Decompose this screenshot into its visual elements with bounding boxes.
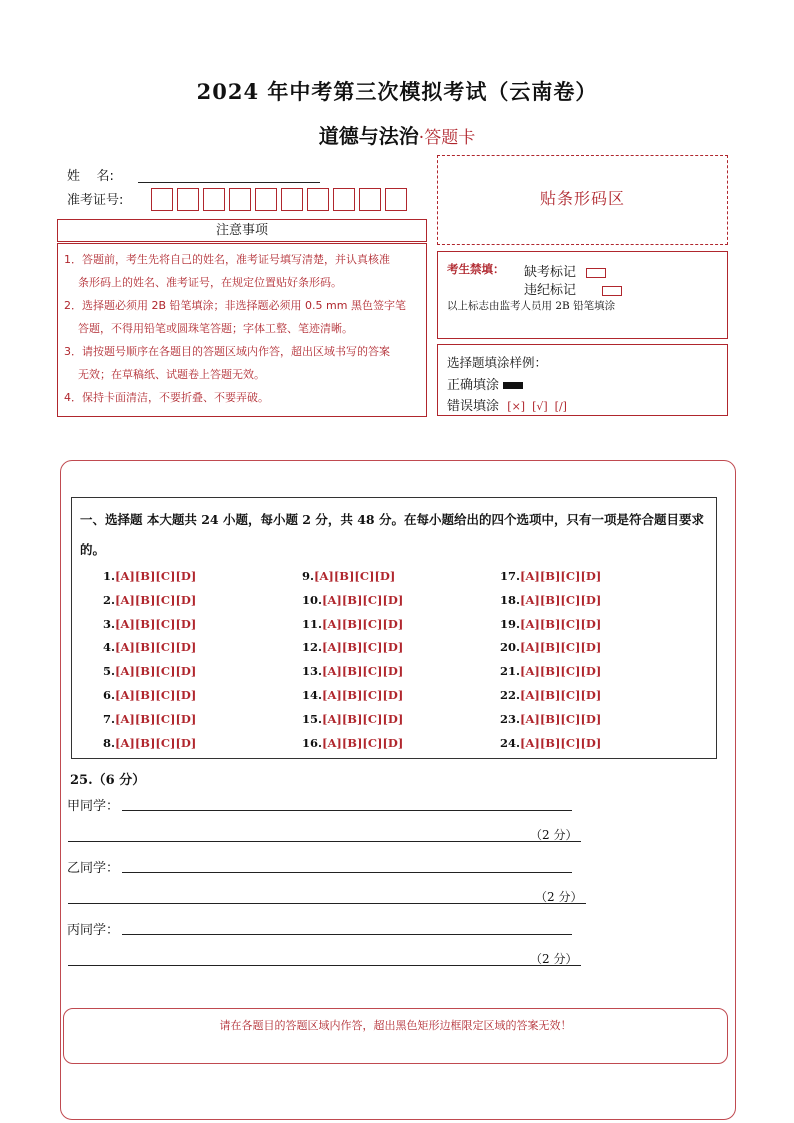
footer-warning: 请在各题目的答题区域内作答，超出黑色矩形边框限定区域的答案无效！ [219, 1019, 572, 1032]
answer-options[interactable]: [A][B][C][D] [115, 687, 197, 702]
q25-title: 25.（6 分） [70, 773, 146, 788]
question-number: 7. [103, 711, 116, 726]
prohibit-heading: 考生禁填： [447, 262, 505, 276]
answer-options[interactable]: [A][B][C][D] [115, 711, 197, 726]
student-b-line-1[interactable] [122, 872, 572, 873]
answer-options[interactable]: [A][B][C][D] [322, 592, 404, 607]
question-number: 22. [500, 687, 521, 702]
notice-heading: 注意事项 [57, 219, 427, 242]
question-number: 9. [302, 569, 315, 583]
notice-item-2-cont: 答题，不得用铅笔或圆珠笔答题；字体工整、笔迹清晰。 [78, 322, 353, 335]
notice-item-2: 2．选择题必须用 2B 铅笔填涂；非选择题必须用 0.5 mm 黑色签字笔 [64, 299, 406, 312]
mc-question-row[interactable] [103, 589, 196, 613]
mc-question-row[interactable] [103, 636, 196, 660]
subject-title [0, 120, 794, 149]
answer-options[interactable]: [A][B][C][D] [520, 711, 602, 726]
exam-id-digit-box[interactable] [203, 188, 225, 211]
answer-options[interactable]: [A][B][C][D] [115, 640, 197, 655]
mc-question-row[interactable] [500, 732, 601, 756]
notice-body [57, 243, 427, 417]
sample-heading: 选择题填涂样例： [447, 355, 548, 370]
mc-question-row[interactable] [302, 636, 403, 660]
question-number: 12. [302, 640, 323, 655]
notice-item-1-cont: 条形码上的姓名、准考证号，在规定位置贴好条形码。 [78, 276, 342, 289]
card-label: ·答题卡 [418, 128, 476, 148]
mc-question-row[interactable] [500, 589, 601, 613]
student-c-points: （2 分） [530, 952, 578, 966]
answer-options[interactable]: [A][B][C][D] [115, 735, 197, 750]
answer-options[interactable]: [A][B][C][D] [115, 592, 197, 607]
question-number: 16. [302, 735, 323, 750]
student-b-line-2[interactable] [68, 903, 586, 904]
notice-item-3: 3．请按题号顺序在各题目的答题区域内作答，超出区域书写的答案 [64, 345, 390, 358]
question-number: 11. [302, 616, 323, 631]
mc-question-row[interactable] [500, 636, 601, 660]
notice-item-4: 4．保持卡面清洁，不要折叠、不要弄破。 [64, 391, 269, 404]
name-label: 姓 名: [67, 169, 114, 184]
absent-label: 缺考标记 [524, 265, 577, 280]
mc-column-2 [302, 565, 403, 755]
answer-options[interactable]: [A][B][C][D] [520, 592, 602, 607]
notice-item-3-cont: 无效；在草稿纸、试题卷上答题无效。 [78, 368, 265, 381]
exam-id-digit-box[interactable] [281, 188, 303, 211]
mc-column-1 [103, 565, 196, 755]
exam-id-digit-box[interactable] [151, 188, 173, 211]
barcode-area[interactable]: 贴条形码区 [437, 155, 728, 245]
wrong-label: 错误填涂 [447, 399, 500, 414]
student-a-line-2[interactable] [68, 841, 581, 842]
sample-box [437, 344, 728, 416]
student-c-line-1[interactable] [122, 934, 572, 935]
mc-heading: 一、选择题 本大题共 24 小题，每小题 2 分，共 48 分。在每小题给出的四个选项中，只有一项是符合题目要求的。 [80, 512, 704, 557]
mc-question-row[interactable] [103, 660, 196, 684]
question-number: 4. [103, 640, 116, 655]
answer-options[interactable]: [A][B][C][D] [115, 569, 197, 583]
mc-question-row[interactable] [103, 708, 196, 732]
question-number: 6. [103, 687, 116, 702]
question-number: 24. [500, 735, 521, 750]
name-field[interactable] [138, 182, 320, 183]
question-number: 13. [302, 664, 323, 679]
exam-id-boxes[interactable] [151, 188, 411, 211]
correct-fill-sample [503, 382, 523, 389]
violation-label: 违纪标记 [524, 283, 577, 298]
answer-options[interactable]: [A][B][C][D] [520, 735, 602, 750]
mc-question-row[interactable] [500, 684, 601, 708]
mc-question-row[interactable] [302, 589, 403, 613]
prohibit-note: 以上标志由监考人员用 2B 铅笔填涂 [447, 300, 616, 312]
mc-question-row[interactable] [500, 708, 601, 732]
student-c-line-2[interactable] [68, 965, 581, 966]
student-c-label: 丙同学： [67, 923, 120, 938]
question-number: 18. [500, 592, 521, 607]
exam-id-digit-box[interactable] [385, 188, 407, 211]
exam-id-digit-box[interactable] [333, 188, 355, 211]
answer-options[interactable]: [A][B][C][D] [322, 711, 404, 726]
exam-id-digit-box[interactable] [255, 188, 277, 211]
mc-question-row[interactable] [103, 613, 196, 637]
question-number: 14. [302, 687, 323, 702]
answer-options[interactable]: [A][B][C][D] [322, 640, 404, 655]
answer-options[interactable]: [A][B][C][D] [520, 640, 602, 655]
question-number: 23. [500, 711, 521, 726]
answer-options[interactable]: [A][B][C][D] [322, 735, 404, 750]
answer-options[interactable]: [A][B][C][D] [520, 664, 602, 679]
question-number: 20. [500, 640, 521, 655]
question-number: 21. [500, 664, 521, 679]
question-number: 10. [302, 592, 323, 607]
id-label: 准考证号: [67, 193, 124, 208]
answer-options[interactable]: [A][B][C][D] [115, 664, 197, 679]
question-number: 5. [103, 664, 116, 679]
mc-question-row[interactable] [500, 565, 601, 589]
exam-id-digit-box[interactable] [307, 188, 329, 211]
student-a-label: 甲同学： [67, 799, 120, 814]
exam-id-digit-box[interactable] [229, 188, 251, 211]
answer-options[interactable]: [A][B][C][D] [322, 616, 404, 631]
page-title: 2024 年中考第三次模拟考试（云南卷） [196, 79, 598, 104]
mc-question-row[interactable] [302, 613, 403, 637]
examiner-box [437, 251, 728, 339]
answer-options[interactable]: [A][B][C][D] [115, 616, 197, 631]
mc-question-row[interactable] [500, 660, 601, 684]
absent-mark[interactable] [586, 268, 606, 278]
question-number: 15. [302, 711, 323, 726]
answer-options[interactable]: [A][B][C][D] [520, 569, 602, 583]
answer-options[interactable]: [A][B][C][D] [520, 687, 602, 702]
exam-id-digit-box[interactable] [359, 188, 381, 211]
violation-mark[interactable] [602, 286, 622, 296]
question-number: 19. [500, 616, 521, 631]
question-number: 1. [103, 569, 116, 583]
student-b-points: （2 分） [535, 890, 583, 904]
student-b-label: 乙同学： [67, 861, 120, 876]
mc-question-row[interactable] [302, 708, 403, 732]
answer-options[interactable]: [A][B][C][D] [520, 616, 602, 631]
subject-name: 道德与法治 [318, 124, 419, 148]
wrong-samples: [×] [√] [/] [507, 400, 567, 413]
notice-item-1: 1．答题前，考生先将自己的姓名，准考证号填写清楚，并认真核准 [64, 253, 390, 266]
mc-question-row[interactable] [103, 732, 196, 756]
question-number: 3. [103, 616, 116, 631]
student-a-points: （2 分） [530, 828, 578, 842]
answer-options[interactable]: [A][B][C][D] [322, 664, 404, 679]
exam-id-digit-box[interactable] [177, 188, 199, 211]
student-a-line-1[interactable] [122, 810, 572, 811]
mc-column-3 [500, 565, 601, 755]
mc-question-row[interactable] [302, 684, 403, 708]
answer-options[interactable]: [A][B][C][D] [322, 687, 404, 702]
question-number: 8. [103, 735, 116, 750]
mc-question-row[interactable] [500, 613, 601, 637]
question-number: 2. [103, 592, 116, 607]
mc-question-row[interactable] [302, 660, 403, 684]
mc-question-row[interactable] [302, 732, 403, 756]
answer-options[interactable]: [A][B][C][D] [314, 569, 396, 583]
question-number: 17. [500, 569, 521, 583]
mc-question-row[interactable] [302, 565, 403, 589]
mc-question-row[interactable] [103, 684, 196, 708]
correct-label: 正确填涂 [447, 378, 500, 393]
mc-question-row[interactable] [103, 565, 196, 589]
